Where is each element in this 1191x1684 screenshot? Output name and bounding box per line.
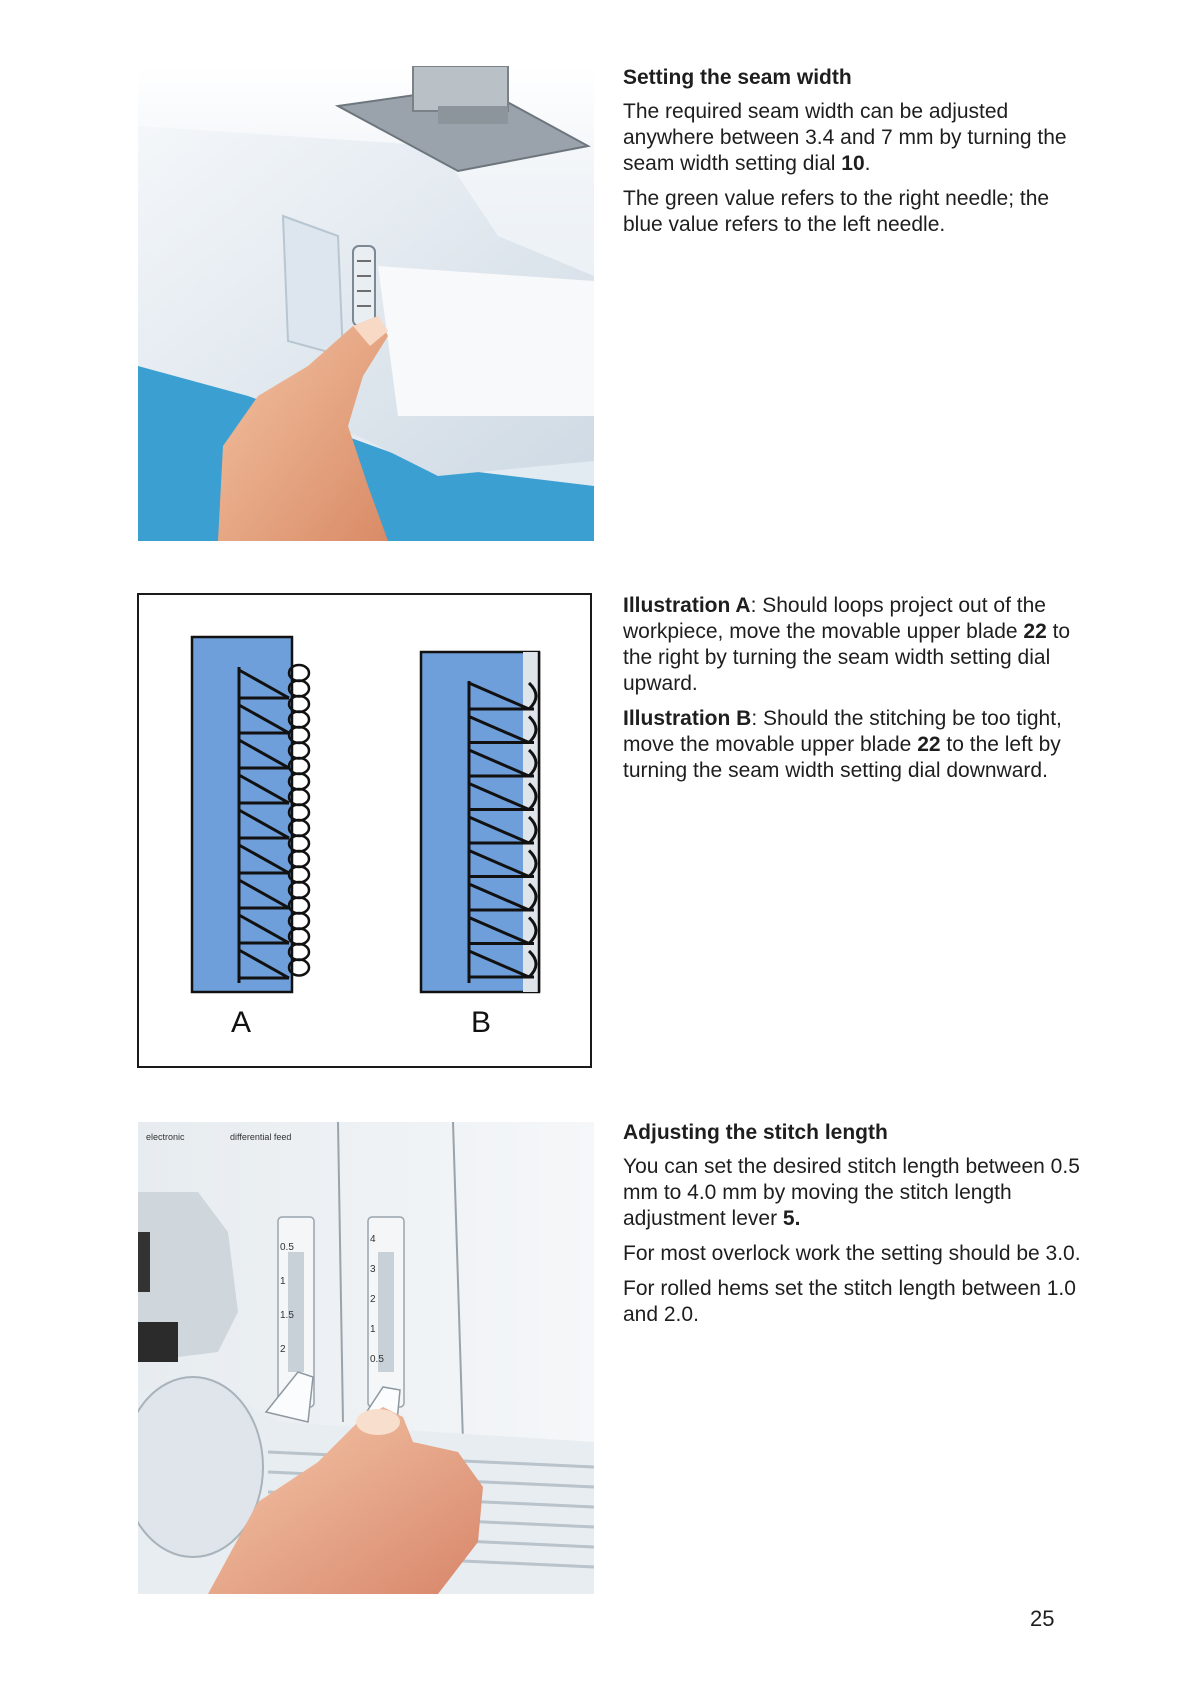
electronic-label: electronic <box>146 1132 185 1142</box>
stitch-length-paragraph-1 <box>623 1154 1093 1232</box>
seam-width-dial-illustration <box>138 66 594 541</box>
lever-number: 5. <box>782 1207 801 1230</box>
scale-label: 2 <box>280 1344 286 1355</box>
dial-number: 10 <box>841 152 865 175</box>
seam-width-paragraph-1 <box>623 99 1093 177</box>
scale-label: 0.5 <box>370 1354 384 1365</box>
stitch-length-lever-photo <box>138 1122 594 1594</box>
illustration-a-label: Illustration A <box>623 594 751 617</box>
scale-label: 0.5 <box>280 1242 294 1253</box>
scale-label: 4 <box>370 1234 376 1245</box>
stitch-length-section <box>623 1120 1093 1337</box>
stitch-length-paragraph-3: For rolled hems set the stitch length between 1.0 and 2.0. <box>623 1277 1076 1326</box>
seam-width-dial-photo <box>138 66 594 541</box>
stitch-length-text: You can set the desired stitch length between 0.5 mm to 4.0 mm by moving the stitch length adjustment lever <box>623 1155 1080 1230</box>
illustration-b-paragraph <box>623 706 1093 784</box>
label-b: B <box>470 1006 492 1039</box>
page-number: 25 <box>1030 1606 1055 1631</box>
scale-label: 3 <box>370 1264 376 1275</box>
period: . <box>864 152 871 175</box>
stitch-length-lever-illustration <box>138 1122 594 1594</box>
label-a: A <box>230 1006 252 1039</box>
stitch-length-paragraph-2: For most overlock work the setting should be 3.0. <box>623 1242 1081 1265</box>
blade-number-a: 22 <box>1023 620 1047 643</box>
stitch-length-heading: Adjusting the stitch length <box>623 1121 888 1144</box>
seam-width-text: The required seam width can be adjusted anywhere between 3.4 and 7 mm by turning the seam width setting dial <box>623 100 1067 175</box>
scale-label: 1 <box>280 1276 286 1287</box>
illustration-b-text-1: : Should the stitching be too tight, move the movable upper blade <box>623 707 1062 756</box>
stitch-illustration-box <box>137 593 592 1068</box>
scale-label: 1.5 <box>280 1310 294 1321</box>
differential-feed-label: differential feed <box>230 1132 292 1142</box>
illustration-a-paragraph <box>623 593 1093 697</box>
illustration-b-label: Illustration B <box>623 707 752 730</box>
blade-number-b: 22 <box>917 733 941 756</box>
illustration-a-text-1: : Should loops project out of the workpiece, move the movable upper blade <box>623 594 1046 643</box>
scale-label: 2 <box>370 1294 376 1305</box>
illustration-a-text-2: to the right by turning the seam width setting dial upward. <box>623 620 1071 695</box>
seam-width-section <box>623 65 1093 247</box>
stitch-illustration <box>139 595 590 1066</box>
seam-width-heading: Setting the seam width <box>623 66 852 89</box>
scale-label: 1 <box>370 1324 376 1335</box>
illustrations-section <box>623 593 1093 793</box>
illustration-b-text-2: to the left by turning the seam width setting dial downward. <box>623 733 1061 782</box>
seam-width-paragraph-2: The green value refers to the right needle; the blue value refers to the left needle. <box>623 187 1050 236</box>
